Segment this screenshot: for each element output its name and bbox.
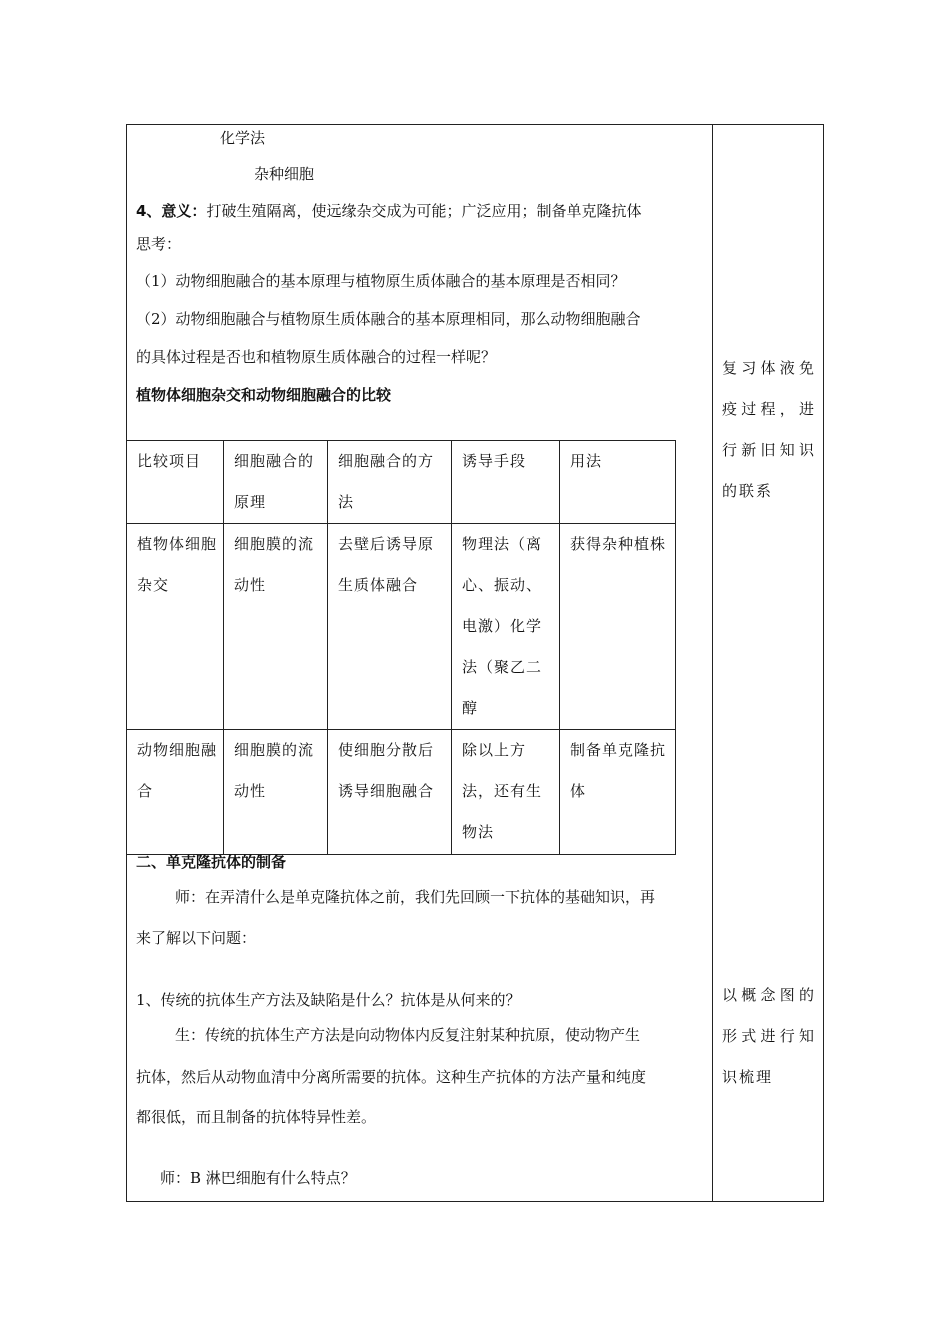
table-cell: 制备单克隆抗体 bbox=[570, 741, 667, 800]
significance-line bbox=[136, 201, 641, 221]
question-2-line-1: （2）动物细胞融合与植物原生质体融合的基本原理相同，那么动物细胞融合 bbox=[136, 310, 641, 328]
table-row bbox=[127, 524, 676, 730]
student-answer-line-2: 抗体，然后从动物血清中分离所需要的抗体。这种生产抗体的方法产量和纯度 bbox=[136, 1068, 647, 1086]
significance-heading: 4、意义： bbox=[136, 202, 207, 220]
table-cell: 细胞膜的流动性 bbox=[234, 741, 315, 800]
question-2-line-2: 的具体过程是否也和植物原生质体融合的过程一样呢？ bbox=[136, 348, 497, 366]
header-cell: 细胞融合的方法 bbox=[338, 452, 435, 511]
table-header-row bbox=[127, 441, 676, 524]
table-cell: 细胞膜的流动性 bbox=[234, 535, 315, 594]
column-divider bbox=[712, 124, 713, 1202]
teacher-line-1: 师：在弄清什么是单克隆抗体之前，我们先回顾一下抗体的基础知识，再 bbox=[175, 888, 656, 906]
header-cell: 诱导手段 bbox=[462, 452, 527, 470]
table-row bbox=[127, 730, 676, 855]
teacher-line-2: 来了解以下问题： bbox=[136, 929, 257, 947]
significance-text: 打破生殖隔离，使远缘杂交成为可能；广泛应用；制备单克隆抗体 bbox=[206, 202, 642, 220]
side-note-review: 复习体液免疫过程，进行新旧知识的联系 bbox=[722, 359, 816, 500]
question-1: （1）动物细胞融合的基本原理与植物原生质体融合的基本原理是否相同？ bbox=[136, 272, 626, 290]
student-answer-line-3: 都很低，而且制备的抗体特异性差。 bbox=[136, 1108, 377, 1126]
table-cell: 植物体细胞杂交 bbox=[137, 535, 218, 594]
side-note-concept-map: 以概念图的形式进行知识梳理 bbox=[722, 986, 816, 1086]
header-cell: 细胞融合的原理 bbox=[234, 452, 315, 511]
header-cell: 用法 bbox=[570, 452, 603, 470]
section-2-title: 二、单克隆抗体的制备 bbox=[136, 853, 287, 871]
student-answer-line-1: 生：传统的抗体生产方法是向动物体内反复注射某种抗原，使动物产生 bbox=[175, 1026, 641, 1044]
think-label: 思考： bbox=[136, 235, 182, 253]
comparison-title: 植物体细胞杂交和动物细胞融合的比较 bbox=[136, 386, 392, 404]
question-traditional-method: 1、传统的抗体生产方法及缺陷是什么？抗体是从何来的？ bbox=[136, 991, 521, 1009]
chem-method-label: 化学法 bbox=[220, 129, 266, 147]
table-cell: 除以上方法，还有生物法 bbox=[462, 741, 543, 841]
table-cell: 去壁后诱导原生质体融合 bbox=[338, 535, 435, 594]
header-cell: 比较项目 bbox=[137, 452, 202, 470]
hybrid-cell-label: 杂种细胞 bbox=[254, 165, 315, 183]
table-cell: 使细胞分散后诱导细胞融合 bbox=[338, 741, 435, 800]
table-cell: 获得杂种植株 bbox=[570, 535, 667, 553]
table-cell: 动物细胞融合 bbox=[137, 741, 218, 800]
teacher-question-b-cell: 师：B 淋巴细胞有什么特点？ bbox=[160, 1169, 356, 1187]
comparison-table bbox=[126, 440, 676, 855]
table-cell: 物理法（离心、振动、电激）化学法（聚乙二醇 bbox=[462, 535, 543, 717]
